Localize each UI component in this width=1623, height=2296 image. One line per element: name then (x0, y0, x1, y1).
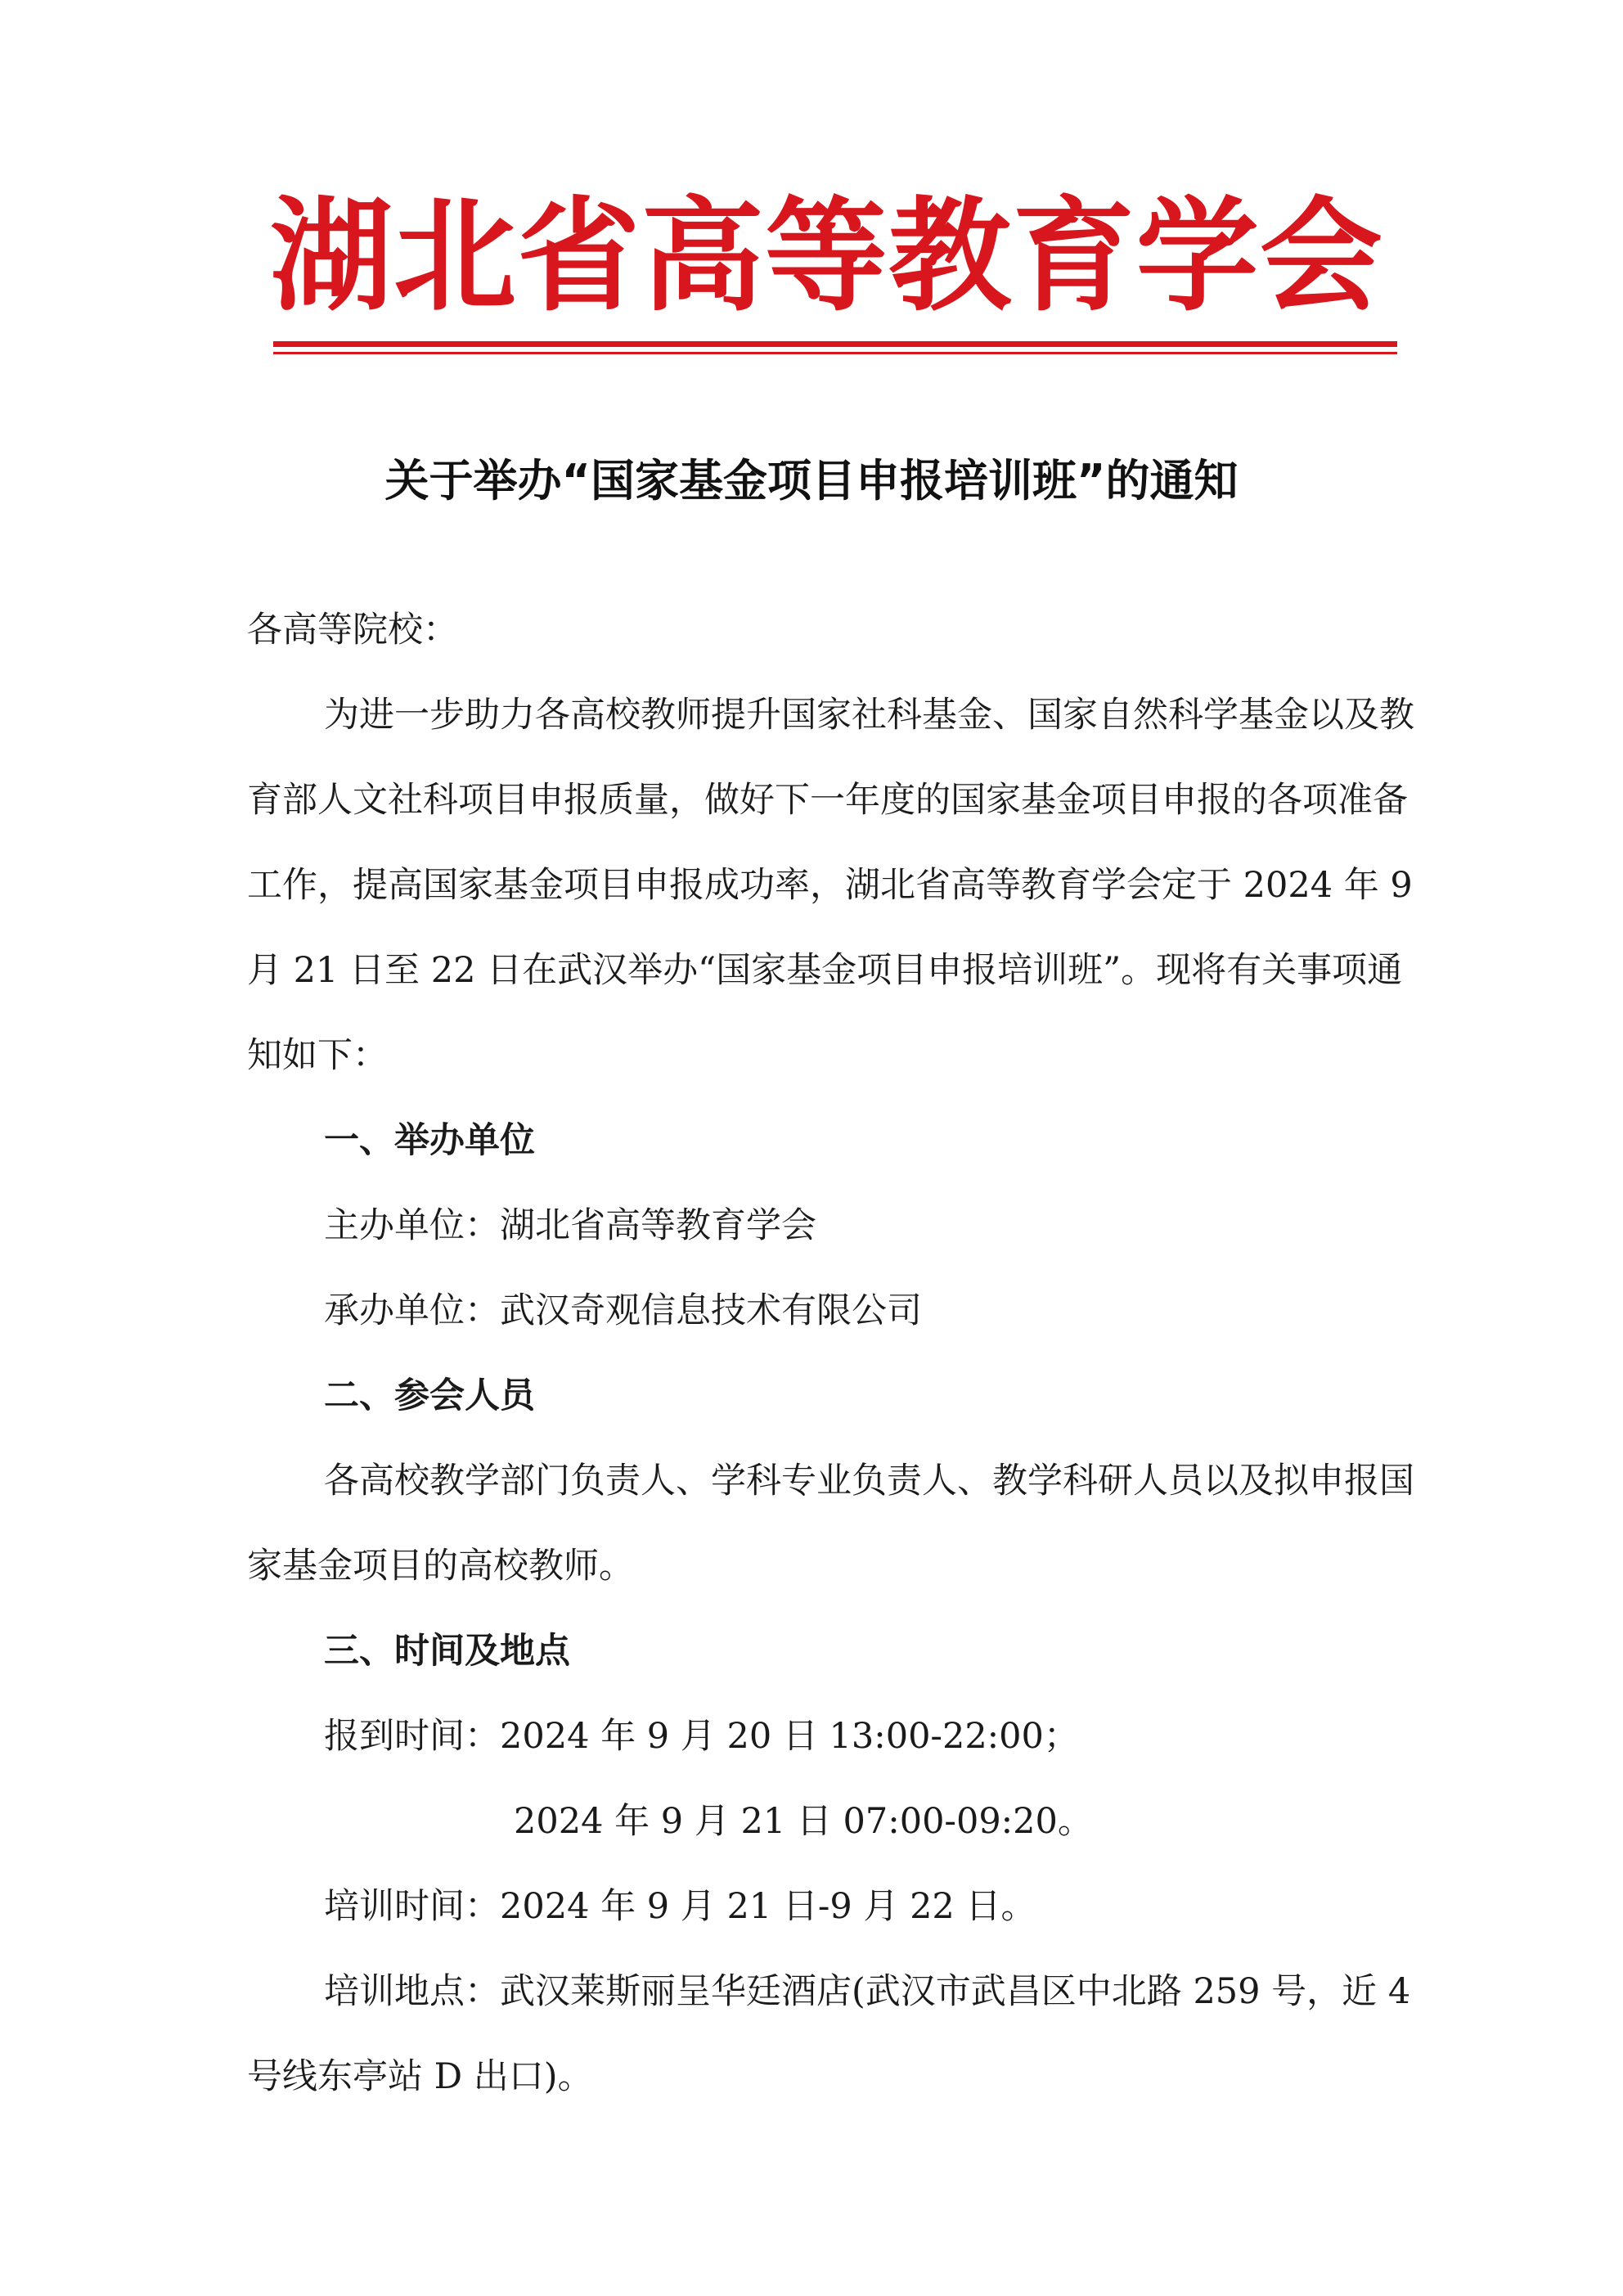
masthead-char: 省 (517, 184, 641, 328)
training-time: 培训时间：2024 年 9 月 21 日-9 月 22 日。 (324, 1886, 1036, 1927)
masthead-char: 等 (764, 184, 888, 328)
organization-masthead (270, 178, 1382, 334)
masthead-char: 学 (1135, 184, 1259, 328)
masthead-char: 会 (1259, 184, 1382, 328)
section-heading-participants: 二、参会人员 (324, 1375, 535, 1416)
training-venue: 培训地点：武汉莱斯丽呈华廷酒店(武汉市武昌区中北路 259 号，近 4 号线东亭站 D 出口)。 (247, 1971, 1411, 2097)
masthead-divider-thick (273, 341, 1397, 347)
notice-title: 关于举办“国家基金项目申报培训班”的通知 (384, 455, 1239, 506)
registration-time-2: 2024 年 9 月 21 日 07:00-09:20。 (514, 1801, 1093, 1842)
masthead-char: 高 (641, 184, 764, 328)
section-heading-time-location: 三、时间及地点 (324, 1631, 570, 1672)
intro-paragraph: 为进一步助力各高校教师提升国家社科基金、国家自然科学基金以及教育部人文社科项目申报质量，做好下一年度的国家基金项目申报的各项准备工作，提高国家基金项目申报成功率，湖北省高等教育学会定于 2024 年 9 月 21 日至 22 日在武汉举办“国家基金项目申报培训班”。现将有关事项通知如下： (247, 695, 1414, 1076)
participants-text: 各高校教学部门负责人、学科专业负责人、教学科研人员以及拟申报国家基金项目的高校教师。 (247, 1461, 1414, 1587)
masthead-char: 育 (1012, 184, 1135, 328)
masthead-char: 北 (393, 184, 517, 328)
masthead-char: 教 (888, 184, 1012, 328)
salutation: 各高等院校： (247, 610, 458, 651)
masthead-divider-thin (273, 352, 1397, 354)
masthead-char: 湖 (270, 184, 393, 328)
section-heading-organizers: 一、举办单位 (324, 1120, 535, 1161)
registration-time-1: 报到时间：2024 年 9 月 20 日 13:00-22:00； (324, 1716, 1079, 1757)
host-unit: 主办单位：湖北省高等教育学会 (324, 1205, 816, 1246)
organizer-unit: 承办单位：武汉奇观信息技术有限公司 (324, 1290, 922, 1331)
